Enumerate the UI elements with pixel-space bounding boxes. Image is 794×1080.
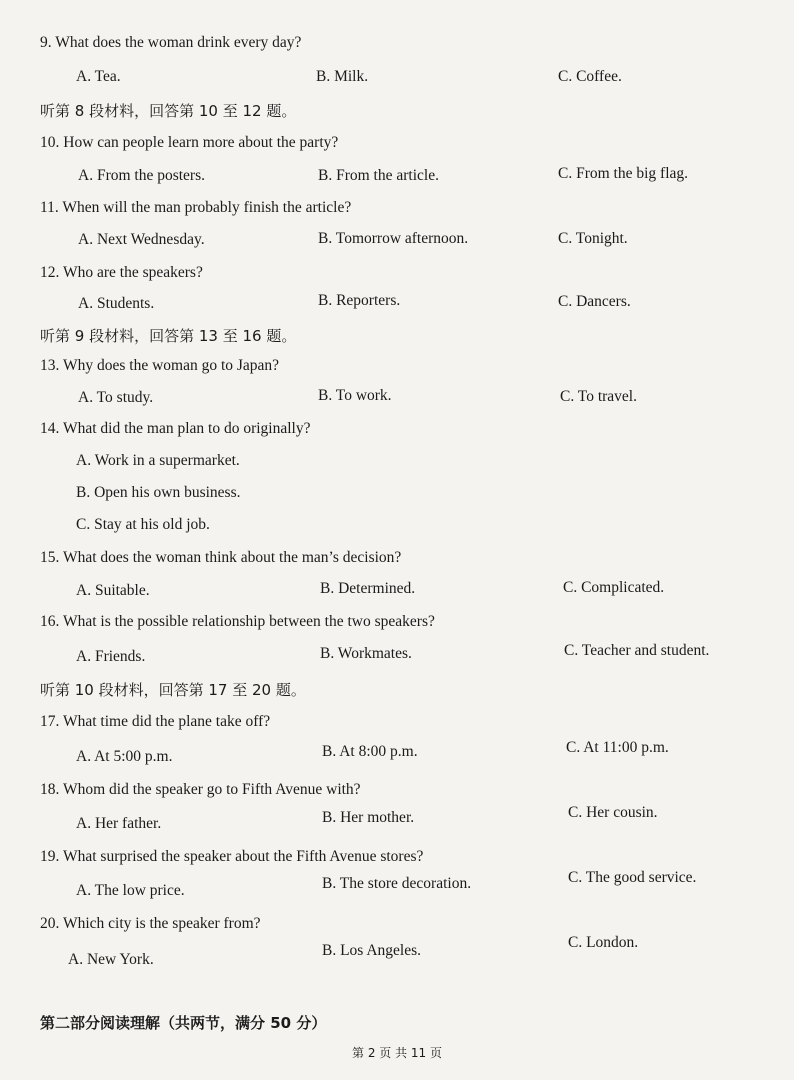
q19-option-b: B. The store decoration.	[322, 875, 472, 892]
q14-option-b: B. Open his own business.	[76, 484, 241, 501]
q13-option-c: C. To travel.	[560, 388, 637, 405]
q13-option-b: B. To work.	[318, 387, 392, 404]
question-14: 14. What did the man plan to do originally?	[40, 420, 311, 437]
q14-option-c: C. Stay at his old job.	[76, 516, 210, 533]
q13-option-a: A. To study.	[78, 389, 154, 406]
q9-option-c: C. Coffee.	[558, 68, 622, 85]
q18-option-a: A. Her father.	[76, 815, 162, 832]
q11-option-c: C. Tonight.	[558, 230, 628, 247]
q10-option-c: C. From the big flag.	[558, 165, 689, 182]
q18-option-b: B. Her mother.	[322, 809, 415, 826]
q14-option-a: A. Work in a supermarket.	[76, 452, 240, 469]
question-19: 19. What surprised the speaker about the Fifth Avenue stores?	[40, 848, 424, 865]
q9-option-a: A. Tea.	[76, 68, 121, 85]
question-16: 16. What is the possible relationship between the two speakers?	[40, 613, 435, 630]
q16-option-b: B. Workmates.	[320, 645, 412, 662]
q15-option-b: B. Determined.	[320, 580, 416, 597]
question-12: 12. Who are the speakers?	[40, 264, 203, 281]
q11-option-b: B. Tomorrow afternoon.	[318, 230, 469, 247]
q19-option-a: A. The low price.	[76, 882, 185, 899]
q16-option-a: A. Friends.	[76, 648, 146, 665]
q20-option-b: B. Los Angeles.	[322, 942, 422, 959]
q12-option-c: C. Dancers.	[558, 293, 631, 310]
q20-option-c: C. London.	[568, 934, 639, 951]
question-18: 18. Whom did the speaker go to Fifth Avenue with?	[40, 781, 361, 798]
question-13: 13. Why does the woman go to Japan?	[40, 357, 280, 374]
section-heading-8: 听第 8 段材料，回答第 10 至 12 题。	[40, 102, 297, 120]
question-9: 9. What does the woman drink every day?	[40, 34, 302, 51]
q19-option-c: C. The good service.	[568, 869, 697, 886]
part-two-heading: 第二部分阅读理解（共两节，满分 50 分）	[40, 1014, 327, 1032]
q11-option-a: A. Next Wednesday.	[78, 231, 205, 248]
q18-option-c: C. Her cousin.	[568, 804, 658, 821]
section-heading-10: 听第 10 段材料，回答第 17 至 20 题。	[40, 681, 306, 699]
question-15: 15. What does the woman think about the man’s decision?	[40, 549, 402, 566]
page-footer: 第 2 页 共 11 页	[352, 1046, 442, 1060]
q17-option-b: B. At 8:00 p.m.	[322, 743, 418, 760]
q15-option-a: A. Suitable.	[76, 582, 150, 599]
q20-option-a: A. New York.	[68, 951, 154, 968]
q17-option-c: C. At 11:00 p.m.	[566, 739, 669, 756]
q10-option-b: B. From the article.	[318, 167, 439, 184]
q10-option-a: A. From the posters.	[78, 167, 206, 184]
q12-option-b: B. Reporters.	[318, 292, 401, 309]
q15-option-c: C. Complicated.	[563, 579, 665, 596]
question-17: 17. What time did the plane take off?	[40, 713, 271, 730]
q16-option-c: C. Teacher and student.	[564, 642, 710, 659]
q12-option-a: A. Students.	[78, 295, 155, 312]
question-20: 20. Which city is the speaker from?	[40, 915, 261, 932]
section-heading-9: 听第 9 段材料，回答第 13 至 16 题。	[40, 327, 297, 345]
q17-option-a: A. At 5:00 p.m.	[76, 748, 173, 765]
q9-option-b: B. Milk.	[316, 68, 369, 85]
question-11: 11. When will the man probably finish the article?	[40, 199, 352, 216]
question-10: 10. How can people learn more about the party?	[40, 134, 339, 151]
